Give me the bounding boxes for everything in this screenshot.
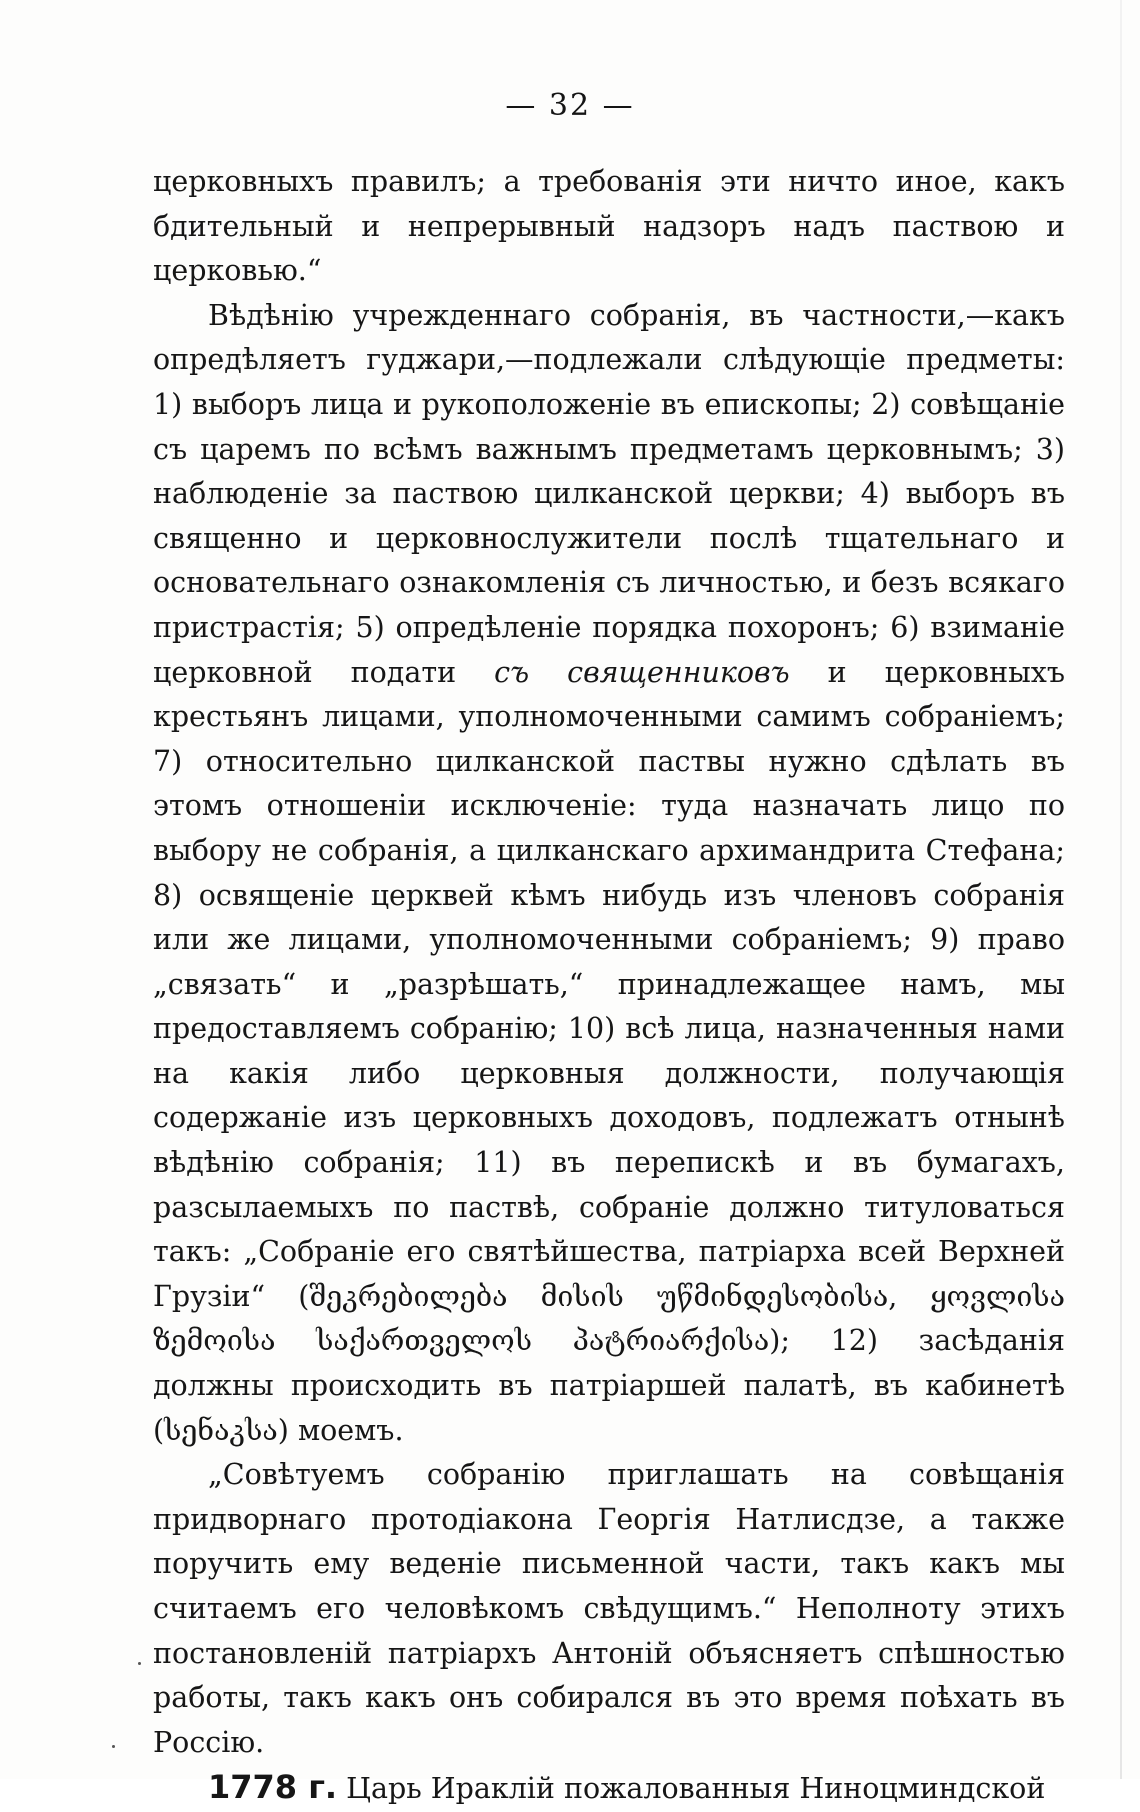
- paragraph-4-text: Царь Ираклій пожалованныя Ниноцминдской: [337, 1772, 1046, 1806]
- paragraph-2: [153, 294, 1065, 1453]
- page-number: — 32 —: [505, 88, 635, 123]
- scan-edge-shadow: [1120, 0, 1122, 1779]
- paragraph-4: [153, 1765, 1065, 1812]
- paragraph-1: церковныхъ правилъ; а требованія эти ничто иное, какъ бдительный и непрерывный надзоръ надъ паствою и церковью.“: [153, 165, 1065, 288]
- paragraph-2-italic: съ священниковъ: [494, 655, 790, 689]
- scan-speck: [112, 1745, 115, 1748]
- paragraph-2-text-a: Вѣдѣнію учрежденнаго собранія, въ частности,—какъ опредѣляетъ гуджари,—подлежали слѣдующіе предметы: 1) выборъ лица и рукоположеніе въ епископы; 2) совѣщаніе съ царемъ по всѣмъ важнымъ предметамъ церковнымъ; 3) наблюденіе за паствою цилканской церкви; 4) выборъ въ священно и церковнослужители послѣ тщательнаго и основательнаго ознакомленія съ личностью, и безъ всякаго пристрастія; 5) опредѣленіе порядка похоронъ; 6) взиманіе церковной подати: [153, 298, 1065, 689]
- paragraph-2-text-b: и церковныхъ крестьянъ лицами, уполномоченными самимъ собраніемъ; 7) относительно цилканской паствы нужно сдѣлать въ этомъ отношеніи исключеніе: туда назначать лицо по выбору не собранія, а цилканскаго архимандрита Стефана; 8) освященіе церквей кѣмъ нибудь изъ членовъ собранія или же лицами, уполномоченными собраніемъ; 9) право „связать“ и „разрѣшать,“ принадлежащее намъ, мы предоставляемъ собранію; 10) всѣ лица, назначенныя нами на какія либо церковныя должности, получающія содержаніе изъ церковныхъ доходовъ, подлежатъ отнынѣ вѣдѣнію собранія; 11) въ перепискѣ и въ бумагахъ, разсылаемыхъ по паствѣ, собраніе должно титуловаться такъ: „Собраніе его святѣйшества, патріарха всей Верхней Грузіи“ (შეკრებილება მისის უწმინდესობისა, ყოვლისა ზემოისა საქართველოს პატრიარქისა); 12) засѣданія должны происходить въ патріаршей палатѣ, въ кабинетѣ (სენაკსა) моемъ.: [153, 655, 1065, 1447]
- body-text: [153, 160, 1065, 1812]
- paragraph-3: „Совѣтуемъ собранію приглашать на совѣщанія придворнаго протодіакона Георгія Натлисдзе, а также поручить ему веденіе письменной части, такъ какъ мы считаемъ его человѣкомъ свѣдущимъ.“ Неполноту этихъ постановленій патріархъ Антоній объясняетъ спѣшностью работы, такъ какъ онъ собирался въ это время поѣхать въ Россію.: [153, 1458, 1065, 1759]
- scan-speck: [138, 1662, 141, 1665]
- year-heading: 1778 г.: [208, 1768, 338, 1807]
